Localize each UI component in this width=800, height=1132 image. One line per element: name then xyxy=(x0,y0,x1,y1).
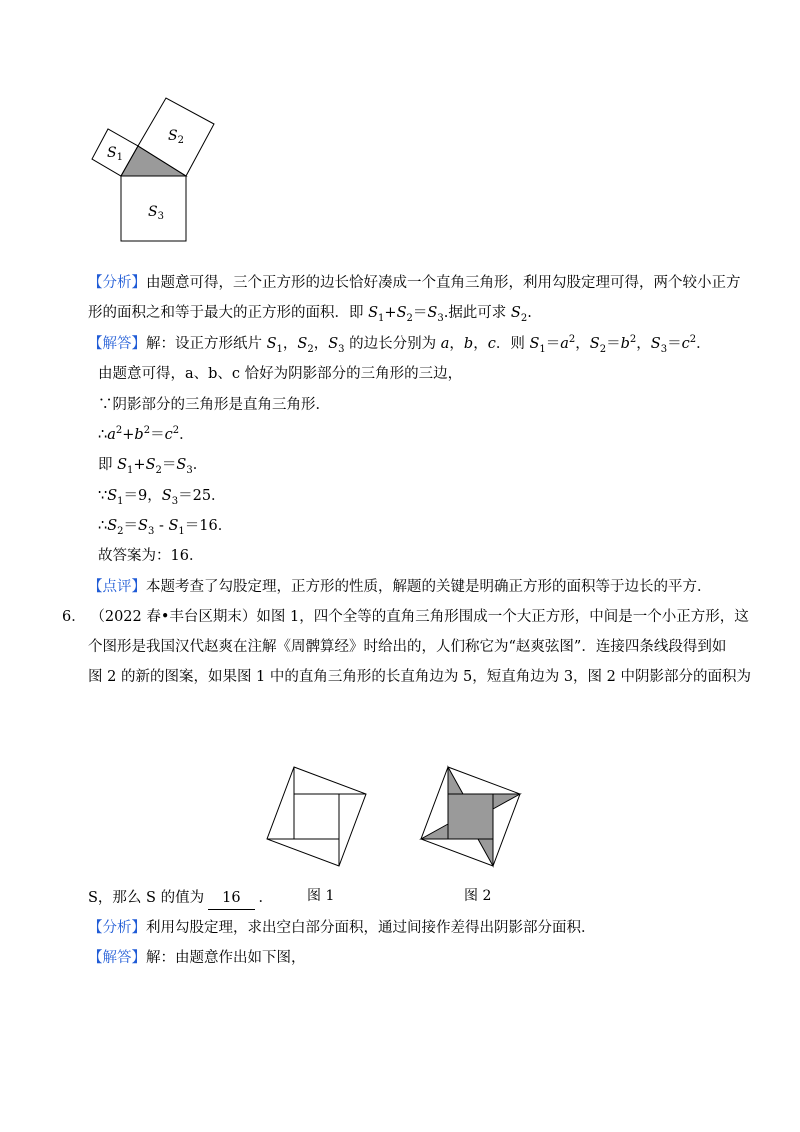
answer-5-line-3: ∵阴影部分的三角形是直角三角形． xyxy=(98,397,330,413)
answer-5-line-1: 【解答】解：设正方形纸片 $S_1$，$S_2$，$S_3$ 的边长分别为 a，b，c．则 $S_1=a^2$，$S_2=b^2$，$S_3=c^2$． xyxy=(88,334,711,355)
question-6-line-3: 图 2 的新的图案，如果图 1 中的直角三角形的长直角边为 5，短直角边为 3，图 2 中阴影部分的面积为 xyxy=(88,669,751,685)
zhao-shuang-figure-1 xyxy=(262,762,374,874)
s2-label: $S_2$ xyxy=(168,128,184,146)
s3-label: $S_3$ xyxy=(148,204,164,222)
answer-5-line-7: $\therefore S_2=S_3 - S_1=16$． xyxy=(98,518,233,537)
answer-5-line-6: $\because S_1=9$，$S_3=25$． xyxy=(98,488,226,507)
s1-label: $S_1$ xyxy=(107,145,123,163)
answer-5-line-8: 故答案为：16． xyxy=(98,548,204,564)
answer-5-line-5: 即 $S_1+S_2=S_3$． xyxy=(98,457,208,476)
answer-5-line-2: 由题意可得，a、b、c 恰好为阴影部分的三角形的三边， xyxy=(98,366,463,382)
analysis-5-line-1: 【分析】由题意可得，三个正方形的边长恰好凑成一个直角三角形，利用勾股定理可得，两个较小正方 xyxy=(88,275,741,291)
figure-1-caption: 图 1 xyxy=(307,888,335,904)
question-6-line-4: S，那么 S 的值为 16 ． xyxy=(88,887,273,910)
question-6-line-1: 6． （2022 春•丰台区期末）如图 1，四个全等的直角三角形围成一个大正方形，中间是一个小正方形，这 xyxy=(62,609,749,625)
shaded-star xyxy=(421,767,520,866)
figure-2-caption: 图 2 xyxy=(464,888,492,904)
answer-5-line-4: $\therefore a^2+b^2=c^2$． xyxy=(98,425,194,443)
answer-6: 【解答】解：由题意作出如下图， xyxy=(88,950,306,966)
answer-blank: 16 xyxy=(208,887,254,910)
analysis-5-line-2: 形的面积之和等于最大的正方形的面积．即 $S_1+S_2=S_3$.据此可求 $S_2$. xyxy=(88,305,532,324)
three-squares-figure xyxy=(80,90,230,250)
zhao-shuang-figure-2 xyxy=(416,762,528,874)
analysis-6: 【分析】利用勾股定理，求出空白部分面积，通过间接作差得出阴影部分面积． xyxy=(88,920,596,936)
question-6-line-2: 个图形是我国汉代赵爽在注解《周髀算经》时给出的，人们称它为“赵爽弦图”．连接四条线段得到如 xyxy=(88,639,727,655)
comment-5: 【点评】本题考查了勾股定理，正方形的性质，解题的关键是明确正方形的面积等于边长的平方． xyxy=(88,579,712,595)
